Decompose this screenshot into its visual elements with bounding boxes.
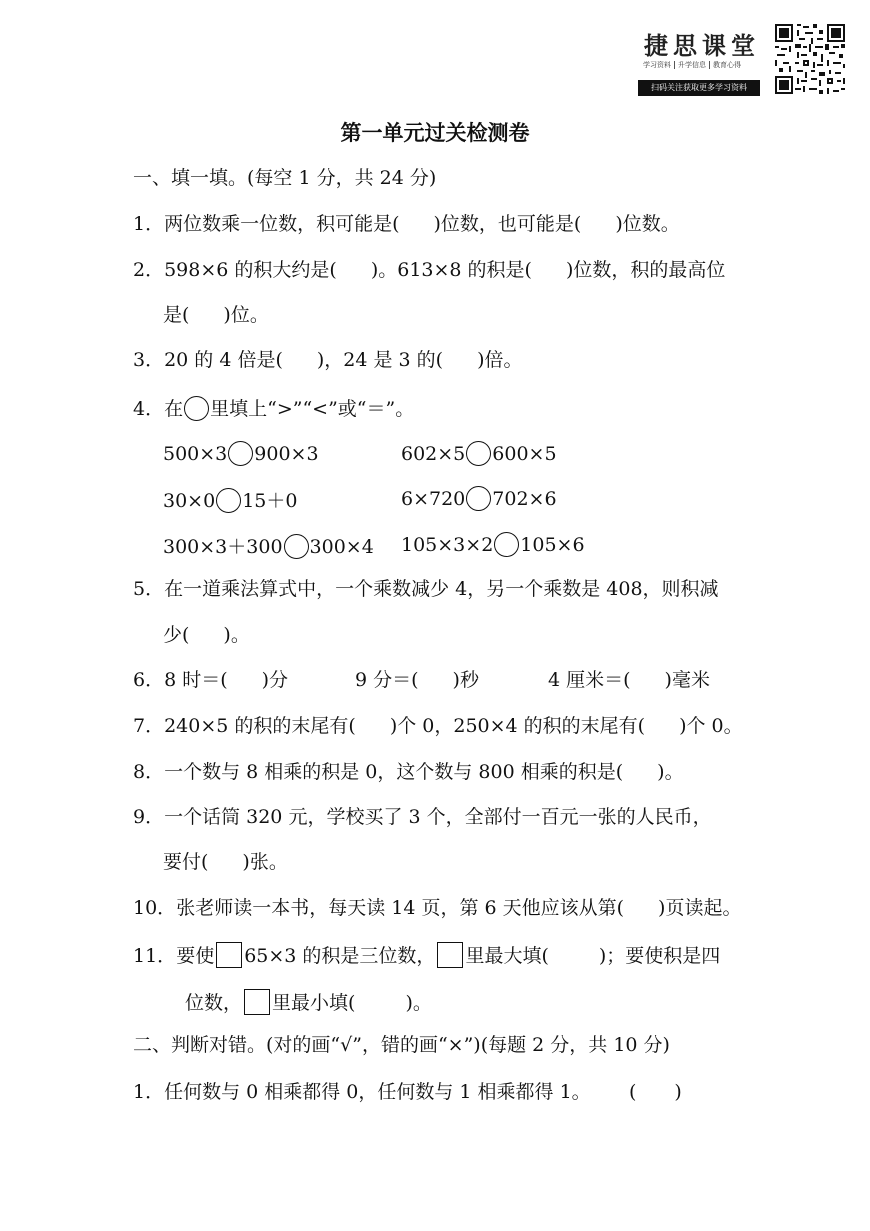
question-1: [133, 209, 680, 236]
logo-tag: 学习资料: [643, 61, 671, 69]
page-title: 第一单元过关检测卷: [340, 121, 530, 145]
question-text: 两位数乘一位数，积可能是(: [164, 213, 400, 235]
compare-circle[interactable]: [216, 488, 241, 513]
question-text: 4 厘米＝(: [548, 669, 631, 691]
compare-right: 15＋0: [242, 490, 298, 512]
compare-circle[interactable]: [466, 441, 491, 466]
question-number: 1．: [133, 213, 165, 235]
question-text: 8 时＝(: [164, 669, 228, 691]
question-text: )分: [261, 669, 289, 691]
question-text: 里最小填(: [272, 992, 356, 1014]
question-5-continued: [163, 620, 250, 647]
compare-item: [401, 532, 585, 557]
question-3: [133, 345, 523, 372]
question-11-continued: [185, 988, 432, 1015]
circle-icon: [184, 396, 209, 421]
question-number: 2．: [133, 259, 165, 281]
question-number: 6．: [133, 669, 165, 691]
question-text: 20 的 4 倍是(: [164, 349, 283, 371]
compare-left: 500×3: [163, 443, 228, 465]
compare-item: [163, 532, 374, 559]
question-6-part-2: [355, 665, 479, 692]
question-text: 任何数与 0 相乘都得 0，任何数与 1 相乘都得 1。: [164, 1081, 591, 1103]
question-text: )；要使积是四: [598, 945, 721, 967]
question-8: [133, 757, 684, 784]
question-text: 少(: [163, 624, 190, 646]
compare-circle[interactable]: [466, 486, 491, 511]
logo-name: 捷思课堂: [644, 31, 760, 60]
question-text: 一个数与 8 相乘的积是 0，这个数与 800 相乘的积是(: [164, 761, 624, 783]
question-text: 240×5 的积的末尾有(: [164, 715, 356, 737]
judge-answer-paren[interactable]: ( ): [629, 1081, 682, 1103]
question-text: 在一道乘法算式中，一个乘数减少 4，另一个乘数是 408，则积减: [164, 578, 719, 600]
question-text: )页读起。: [658, 897, 742, 919]
compare-item: [163, 441, 319, 466]
question-number: 4．: [133, 398, 165, 420]
square-box[interactable]: [244, 989, 270, 1015]
question-text: 是(: [163, 304, 190, 326]
compare-item: [163, 486, 297, 513]
compare-left: 30×0: [163, 490, 216, 512]
qr-code-icon: [773, 22, 847, 96]
compare-circle[interactable]: [228, 441, 253, 466]
square-box[interactable]: [437, 942, 463, 968]
question-10: [133, 893, 741, 920]
question-6: [133, 665, 288, 692]
question-number: 8．: [133, 761, 165, 783]
question-number: 1．: [133, 1081, 165, 1103]
question-text: 要使: [176, 945, 215, 967]
logo-tag: 教育心得: [709, 61, 744, 69]
question-text: )位。: [223, 304, 269, 326]
question-text: 9 分＝(: [355, 669, 419, 691]
question-text: 里最大填(: [465, 945, 549, 967]
publisher-logo: [636, 20, 766, 100]
question-2: [133, 255, 725, 282]
section-2-heading: 二、判断对错。(对的画“√”，错的画“×”)(每题 2 分，共 10 分): [133, 1034, 670, 1056]
question-text: 一个话筒 320 元，学校买了 3 个，全部付一百元一张的人民币，: [164, 806, 712, 828]
question-text: 在: [164, 398, 184, 420]
question-number: 7．: [133, 715, 165, 737]
question-text: )个 0。: [679, 715, 743, 737]
question-text: 598×6 的积大约是(: [164, 259, 337, 281]
question-text: 位数，: [185, 992, 243, 1014]
question-9-continued: [163, 847, 288, 874]
question-text: )位数，也可能是(: [433, 213, 582, 235]
compare-right: 702×6: [492, 488, 557, 510]
compare-left: 105×3×2: [401, 534, 494, 556]
question-text: )。: [657, 761, 684, 783]
question-text: 要付(: [163, 851, 209, 873]
question-2-continued: [163, 300, 269, 327]
section-1-heading: 一、填一填。(每空 1 分，共 24 分): [133, 167, 437, 189]
question-text: )位数。: [615, 213, 680, 235]
question-number: 10．: [133, 897, 177, 919]
question-text: 里填上“>”“<”或“＝”。: [210, 398, 415, 420]
compare-right: 600×5: [492, 443, 557, 465]
question-text: )。: [223, 624, 250, 646]
question-text: )，24 是 3 的(: [316, 349, 444, 371]
compare-left: 6×720: [401, 488, 466, 510]
question-9: [133, 802, 712, 829]
question-6-part-3: [548, 665, 710, 692]
compare-item: [401, 441, 557, 466]
square-box[interactable]: [216, 942, 242, 968]
question-text: )毫米: [664, 669, 710, 691]
question-text: )位数，积的最高位: [565, 259, 726, 281]
question-text: )个 0，250×4 的积的末尾有(: [389, 715, 646, 737]
compare-left: 602×5: [401, 443, 466, 465]
compare-right: 105×6: [520, 534, 585, 556]
question-number: 5．: [133, 578, 165, 600]
question-7: [133, 711, 743, 738]
logo-banner: 扫码关注获取更多学习资料: [638, 80, 760, 96]
question-text: )。613×8 的积是(: [370, 259, 532, 281]
compare-right: 900×3: [254, 443, 319, 465]
compare-circle[interactable]: [284, 534, 309, 559]
compare-item: [401, 486, 557, 511]
question-4: [133, 394, 414, 421]
judge-question-1: [133, 1077, 591, 1104]
logo-tags: [640, 60, 744, 70]
question-5: [133, 574, 719, 601]
question-text: )倍。: [477, 349, 523, 371]
question-text: )。: [405, 992, 432, 1014]
question-text: 65×3 的积是三位数，: [244, 945, 436, 967]
question-number: 9．: [133, 806, 165, 828]
question-text: 张老师读一本书，每天读 14 页，第 6 天他应该从第(: [176, 897, 625, 919]
question-number: 3．: [133, 349, 165, 371]
compare-right: 300×4: [309, 536, 374, 558]
question-number: 11．: [133, 945, 177, 967]
compare-circle[interactable]: [494, 532, 519, 557]
logo-tag: 升学信息: [674, 61, 709, 69]
compare-left: 300×3＋300: [163, 536, 283, 558]
question-text: )秒: [452, 669, 479, 691]
question-11: [133, 941, 720, 968]
question-text: )张。: [242, 851, 288, 873]
